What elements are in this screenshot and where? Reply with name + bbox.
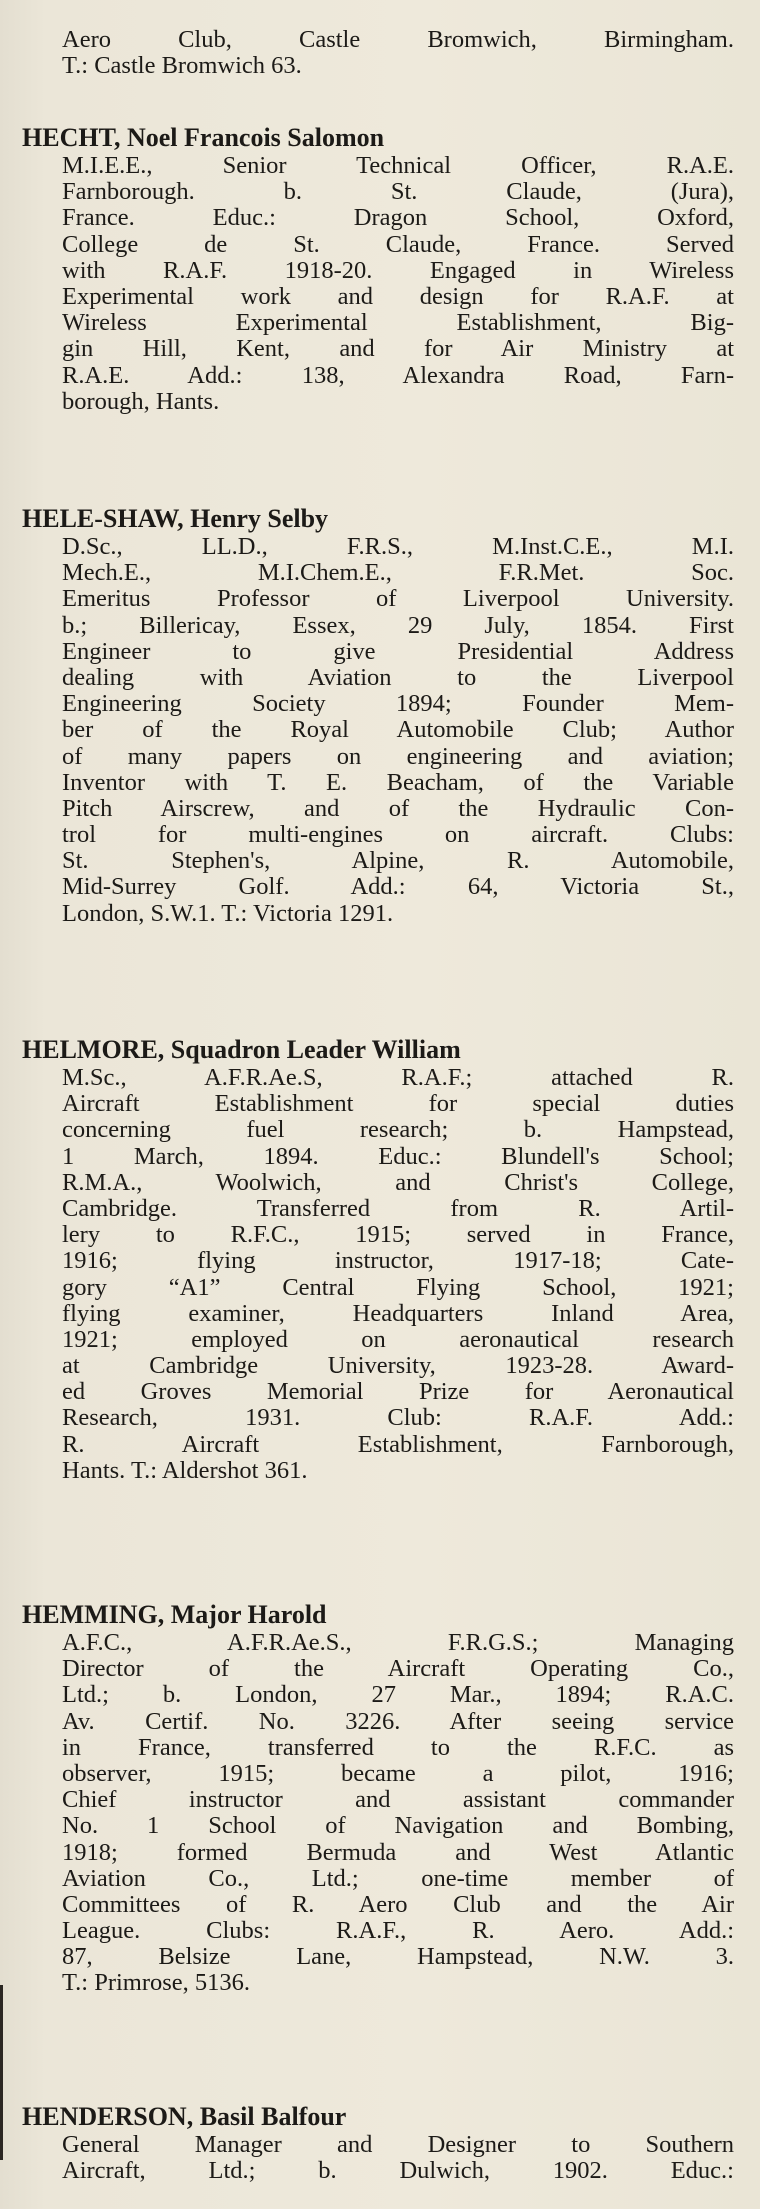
entry-line: M.Sc., A.F.R.Ae.S, R.A.F.; attached R.	[62, 1064, 734, 1091]
entry-line: 1 March, 1894. Educ.: Blundell's School;	[62, 1142, 734, 1170]
entry-line: ed Groves Memorial Prize for Aeronautical	[62, 1378, 734, 1406]
entry-heading: HEMMING, Major Harold	[22, 1600, 327, 1629]
entry-line: M.I.E.E., Senior Technical Officer, R.A.E.	[62, 152, 734, 179]
entry-hemming	[0, 1600, 760, 1997]
entry-heading: HELE-SHAW, Henry Selby	[22, 504, 329, 533]
entry-line: Mech.E., M.I.Chem.E., F.R.Met. Soc.	[62, 559, 734, 587]
entry-line: Aircraft, Ltd.; b. Dulwich, 1902. Educ.:	[62, 2157, 734, 2185]
entry-line: dealing with Aviation to the Liverpool	[62, 663, 734, 691]
entry-body	[62, 2132, 734, 2184]
entry-line: Emeritus Professor of Liverpool University.	[62, 585, 734, 613]
entry-line: lery to R.F.C., 1915; served in France,	[62, 1221, 734, 1249]
entry-body	[62, 27, 734, 79]
entry-body	[62, 534, 734, 927]
entry-line: gin Hill, Kent, and for Air Ministry at	[62, 335, 734, 363]
entry-line: of many papers on engineering and aviation;	[62, 742, 734, 770]
entry-line: Av. Certif. No. 3226. After seeing service	[62, 1707, 734, 1735]
entry-line: No. 1 School of Navigation and Bombing,	[62, 1812, 734, 1840]
entry-line: trol for multi-engines on aircraft. Clubs:	[62, 821, 734, 849]
entry-line: concerning fuel research; b. Hampstead,	[62, 1116, 734, 1144]
entry-line: R.A.E. Add.: 138, Alexandra Road, Farn-	[62, 361, 734, 389]
entry-line: flying examiner, Headquarters Inland Area,	[62, 1299, 734, 1327]
entry-line: College de St. Claude, France. Served	[62, 230, 734, 258]
continuation-entry	[0, 27, 760, 79]
entry-line: R. Aircraft Establishment, Farnborough,	[62, 1430, 734, 1458]
entry-line: Director of the Aircraft Operating Co.,	[62, 1655, 734, 1683]
entry-body	[62, 1630, 734, 1997]
entry-line: Hants. T.: Aldershot 361.	[62, 1456, 308, 1484]
entry-line: Engineer to give Presidential Address	[62, 637, 734, 665]
entry-line: France. Educ.: Dragon School, Oxford,	[62, 204, 734, 232]
entry-line: Aircraft Establishment for special duties	[62, 1090, 734, 1118]
entry-line: with R.A.F. 1918-20. Engaged in Wireless	[62, 256, 734, 284]
entry-line: b.; Billericay, Essex, 29 July, 1854. First	[62, 611, 734, 639]
entry-body	[62, 153, 734, 415]
entry-line: borough, Hants.	[62, 387, 220, 415]
entry-hecht	[0, 123, 760, 415]
entry-line: 1916; flying instructor, 1917-18; Cate-	[62, 1247, 734, 1275]
entry-line: Farnborough. b. St. Claude, (Jura),	[62, 178, 734, 206]
entry-line: Committees of R. Aero Club and the Air	[62, 1890, 734, 1918]
entry-line: observer, 1915; became a pilot, 1916;	[62, 1759, 734, 1787]
entry-heading: HELMORE, Squadron Leader William	[22, 1035, 461, 1064]
entry-line: T.: Primrose, 5136.	[62, 1969, 251, 1997]
entry-line: Cambridge. Transferred from R. Artil-	[62, 1194, 734, 1222]
entry-line: Aero Club, Castle Bromwich, Birmingham.	[62, 26, 734, 53]
entry-line: D.Sc., LL.D., F.R.S., M.Inst.C.E., M.I.	[62, 533, 734, 560]
entry-line: League. Clubs: R.A.F., R. Aero. Add.:	[62, 1917, 734, 1945]
entry-line: 1918; formed Bermuda and West Atlantic	[62, 1838, 734, 1866]
entry-line: Research, 1931. Club: R.A.F. Add.:	[62, 1404, 734, 1432]
entry-line: at Cambridge University, 1923-28. Award-	[62, 1352, 734, 1380]
entry-henderson	[0, 2102, 760, 2184]
entry-line: Ltd.; b. London, 27 Mar., 1894; R.A.C.	[62, 1681, 734, 1709]
entry-line: Aviation Co., Ltd.; one-time member of	[62, 1864, 734, 1892]
entry-line: Mid-Surrey Golf. Add.: 64, Victoria St.,	[62, 873, 734, 901]
entry-line: T.: Castle Bromwich 63.	[62, 52, 302, 80]
entry-line: London, S.W.1. T.: Victoria 1291.	[62, 899, 394, 927]
entry-heading: HECHT, Noel Francois Salomon	[22, 123, 385, 152]
entry-line: Pitch Airscrew, and of the Hydraulic Con-	[62, 794, 734, 822]
entry-line: General Manager and Designer to Southern	[62, 2131, 734, 2158]
entry-hele-shaw	[0, 504, 760, 927]
entry-line: in France, transferred to the R.F.C. as	[62, 1733, 734, 1761]
entry-line: Inventor with T. E. Beacham, of the Variable	[62, 768, 734, 796]
entry-line: 87, Belsize Lane, Hampstead, N.W. 3.	[62, 1943, 734, 1971]
entry-line: St. Stephen's, Alpine, R. Automobile,	[62, 847, 734, 875]
entry-line: Engineering Society 1894; Founder Mem-	[62, 690, 734, 718]
entry-line: ber of the Royal Automobile Club; Author	[62, 716, 734, 744]
entry-line: A.F.C., A.F.R.Ae.S., F.R.G.S.; Managing	[62, 1629, 734, 1656]
entry-line: R.M.A., Woolwich, and Christ's College,	[62, 1168, 734, 1196]
entry-line: 1921; employed on aeronautical research	[62, 1325, 734, 1353]
entry-line: gory “A1” Central Flying School, 1921;	[62, 1273, 734, 1301]
entry-body	[62, 1065, 734, 1484]
entry-line: Experimental work and design for R.A.F. at	[62, 282, 734, 310]
entry-line: Wireless Experimental Establishment, Big-	[62, 309, 734, 337]
entry-line: Chief instructor and assistant commander	[62, 1786, 734, 1814]
entry-heading: HENDERSON, Basil Balfour	[22, 2102, 347, 2131]
entry-helmore	[0, 1035, 760, 1484]
